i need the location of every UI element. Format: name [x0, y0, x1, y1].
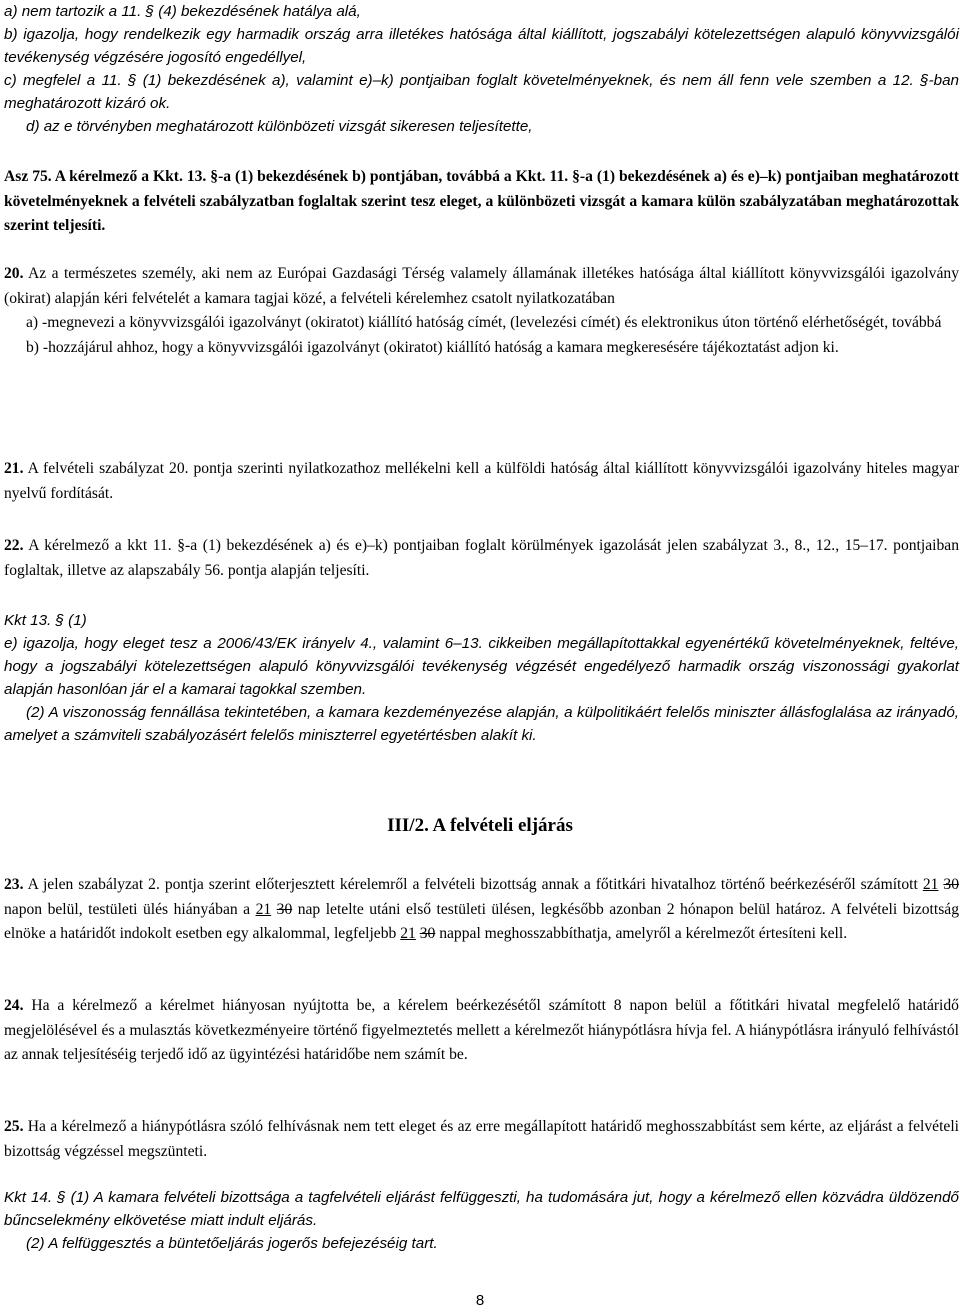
section-20-number: 20.: [4, 265, 24, 282]
statute-item-a: a) nem tartozik a 11. § (4) bekezdésének hatálya alá,: [4, 3, 361, 20]
kkt13-item-2: (2) A viszonosság fennállása tekintetében, a kamara kezdeményezése alapján, a külpolitikáért felelős miniszter állásfoglalása az irányadó, amelyet a számviteli szabályozásért felelős miniszterrel egyetértésben alakít ki.: [4, 704, 959, 744]
section-23-number: 23.: [4, 876, 24, 893]
section-23-new-value-2: 21: [255, 900, 272, 918]
kkt13-head: Kkt 13. § (1): [4, 612, 87, 629]
section-25-text: Ha a kérelmező a hiánypótlásra szóló felhívásnak nem tett eleget és az erre megállapított határidő meghosszabbítást sem kérte, az eljárást a felvételi bizottság végzéssel megszünteti.: [4, 1118, 959, 1160]
section-24-number: 24.: [4, 997, 24, 1014]
section-21-number: 21.: [4, 460, 24, 477]
section-21-text: A felvételi szabályzat 20. pontja szerinti nyilatkozathoz mellékelni kell a külföldi hatóság által kiállított könyvvizsgálói igazolvány hiteles magyar nyelvű fordítását.: [4, 460, 960, 502]
kkt14-line-1: Kkt 14. § (1) A kamara felvételi bizottsága a tagfelvételi eljárást felfüggeszti, ha tudomására jut, hogy a kérelmező ellen közvádra üldözendő bűncselekmény elkövetése miatt indult eljárás.: [4, 1189, 959, 1229]
section-20: [4, 262, 959, 360]
section-24: [4, 994, 959, 1068]
asz75-paragraph: Asz 75. A kérelmező a Kkt. 13. §-a (1) bekezdésének b) pontjában, továbbá a Kkt. 11. §-a (1) bekezdésének a) és e)–k) pontjaiban meghatározott követelményeknek a felvételi szabályzatban foglaltak szerint tesz eleget, a különbözeti vizsgát a kamara külön szabályzatában meghatározottak szerint teljesíti.: [4, 168, 959, 234]
section-23-new-value-1: 21: [922, 876, 939, 893]
page-number: 8: [475, 1292, 485, 1309]
section-24-text: Ha a kérelmező a kérelmet hiányosan nyújtotta be, a kérelem beérkezésétől számított 8 napon belül a főtitkári hivatal megfelelő határidő megjelölésével és a mulasztás következményeire történő figyelmeztetés mellett a kérelmezőt hiánypótlásra hívja fel. A hiánypótlásra irányuló felhívástól az annak teljesítéséig terjedő idő az ügyintézési határidőbe nem számít be.: [4, 997, 959, 1063]
section-20-intro: Az a természetes személy, aki nem az Európai Gazdasági Térség valamely államának illetékes hatósága által kiállított könyvvizsgálói igazolvány (okirat) alapján kéri felvételét a kamara tagjai közé, a felvételi kérelemhez csatolt nyilatkozatában: [4, 265, 959, 307]
section-22-text: A kérelmező a kkt 11. §-a (1) bekezdésének a) és e)–k) pontjaiban foglalt körülmények igazolását jelen szabályzat 3., 8., 12., 15–17. pontjaiban foglaltak, illetve az alapszabály 56. pontja alapján teljesíti.: [4, 537, 959, 579]
section-23-new-value-3: 21: [400, 925, 416, 942]
section-22-number: 22.: [4, 537, 24, 554]
kkt14-line-2: (2) A felfüggesztés a büntetőeljárás jogerős befejezéséig tart.: [26, 1235, 438, 1252]
section-23: [4, 873, 959, 947]
section-21: [4, 457, 959, 506]
section-20-item-b: b) -hozzájárul ahhoz, hogy a könyvvizsgálói igazolványt (okiratot) kiállító hatóság a kamara megkeresésére tájékoztatást adjon ki.: [26, 338, 839, 356]
kkt14-excerpt: [4, 1186, 959, 1255]
statute-excerpt-block: [4, 0, 959, 138]
statute-item-c: c) megfelel a 11. § (1) bekezdésének a), valamint e)–k) pontjaiban foglalt követelményeknek, és nem áll fenn vele szemben a 12. §-ban meghatározott kizáró ok.: [4, 72, 959, 112]
section-25: [4, 1115, 959, 1164]
section-23-part4: nappal meghosszabbíthatja, amelyről a kérelmezőt értesíteni kell.: [439, 925, 848, 942]
section-heading: III/2. A felvételi eljárás: [387, 815, 573, 836]
section-23-part2: napon belül, testületi ülés hiányában a: [4, 900, 251, 918]
section-23-part1: A jelen szabályzat 2. pontja szerint előterjesztett kérelemről a felvételi bizottság annak a főtitkári hivatalhoz történő beérkezéséről számított: [27, 876, 918, 893]
kkt13-excerpt: [4, 609, 959, 747]
kkt13-item-e: e) igazolja, hogy eleget tesz a 2006/43/EK irányelv 4., valamint 6–13. cikkeiben megállapítottakkal egyenértékű követelményeknek, feltéve, hogy a jogszabályi kötelezettségen alapuló könyvvizsgálói tevékenység végzését engedélyező harmadik ország viszonossági gyakorlat alapján hasonlóan jár el a kamarai tagokkal szemben.: [4, 635, 959, 698]
section-23-old-value-1: 30: [943, 876, 959, 893]
section-23-old-value-3: 30: [419, 925, 436, 942]
statute-item-b: b) igazolja, hogy rendelkezik egy harmadik ország arra illetékes hatósága által kiállított, jogszabályi kötelezettségen alapuló könyvvizsgálói tevékenység végzésére jogosító engedéllyel,: [4, 26, 959, 66]
section-23-part3: nap letelte utáni első testületi ülésen, legkésőbb azonban 2 hónapon belül határoz. A felvételi bizottság elnöke a határidőt indokolt esetben egy alkalommal, legfeljebb: [4, 900, 959, 942]
section-22: [4, 534, 959, 583]
section-25-number: 25.: [4, 1118, 24, 1135]
statute-item-d: d) az e törvényben meghatározott különbözeti vizsgát sikeresen teljesítette,: [26, 118, 533, 135]
section-20-item-a: a) -megnevezi a könyvvizsgálói igazolványt (okiratot) kiállító hatóság címét, (levelezési címét) és elektronikus úton történő elérhetőségét, továbbá: [26, 314, 942, 331]
section-23-old-value-2: 30: [276, 900, 293, 918]
